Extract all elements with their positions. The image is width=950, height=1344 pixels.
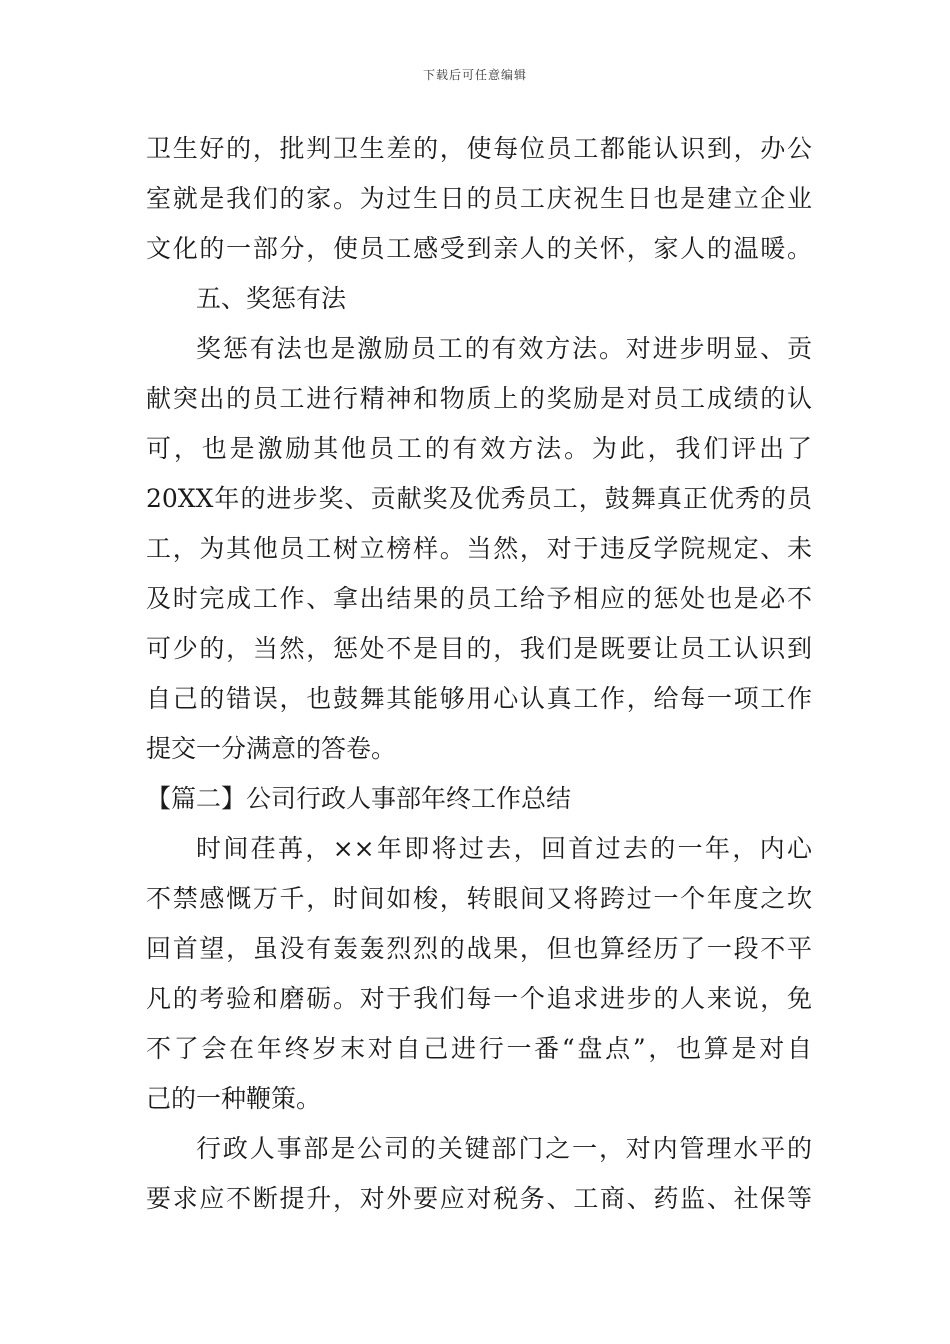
text-line: 室就是我们的家。为过生日的员工庆祝生日也是建立企业 bbox=[146, 184, 812, 213]
text-line: 行政人事部是公司的关键部门之一，对内管理水平的 bbox=[196, 1134, 812, 1163]
article-title: 【篇二】公司行政人事部年终工作总结 bbox=[146, 784, 572, 813]
text-line: 文化的一部分，使员工感受到亲人的关怀，家人的温暖。 bbox=[146, 234, 812, 263]
text-line: 时间荏苒，××年即将过去，回首过去的一年，内心 bbox=[196, 834, 812, 863]
document-body bbox=[146, 124, 812, 1224]
text-line: 及时完成工作、拿出结果的员工给予相应的惩处也是必不 bbox=[146, 584, 812, 613]
text-line: 可少的，当然，惩处不是目的，我们是既要让员工认识到 bbox=[146, 634, 812, 663]
text-line: 凡的考验和磨砺。对于我们每一个追求进步的人来说，免 bbox=[146, 984, 812, 1013]
text-line: 卫生好的，批判卫生差的，使每位员工都能认识到，办公 bbox=[146, 134, 812, 163]
text-line: 可，也是激励其他员工的有效方法。为此，我们评出了 bbox=[146, 434, 812, 463]
text-line: 自己的错误，也鼓舞其能够用心认真工作，给每一项工作 bbox=[146, 684, 812, 713]
text-line: 提交一分满意的答卷。 bbox=[146, 734, 397, 763]
text-line: 回首望，虽没有轰轰烈烈的战果，但也算经历了一段不平 bbox=[146, 934, 812, 963]
text-line: 不了会在年终岁末对自己进行一番“盘点”，也算是对自 bbox=[146, 1034, 812, 1063]
text-line: 要求应不断提升，对外要应对税务、工商、药监、社保等 bbox=[146, 1184, 812, 1213]
section-heading: 五、奖惩有法 bbox=[196, 284, 347, 313]
text-line: 不禁感慨万千，时间如梭，转眼间又将跨过一个年度之坎 bbox=[146, 884, 812, 913]
text-line: 20XX年的进步奖、贡献奖及优秀员工，鼓舞真正优秀的员 bbox=[146, 484, 812, 513]
text-line: 献突出的员工进行精神和物质上的奖励是对员工成绩的认 bbox=[146, 384, 812, 413]
page-header-note: 下载后可任意编辑 bbox=[422, 68, 527, 82]
text-line: 奖惩有法也是激励员工的有效方法。对进步明显、贡 bbox=[196, 334, 812, 363]
text-line: 工，为其他员工树立榜样。当然，对于违反学院规定、未 bbox=[146, 534, 812, 563]
text-line: 己的一种鞭策。 bbox=[146, 1084, 322, 1113]
